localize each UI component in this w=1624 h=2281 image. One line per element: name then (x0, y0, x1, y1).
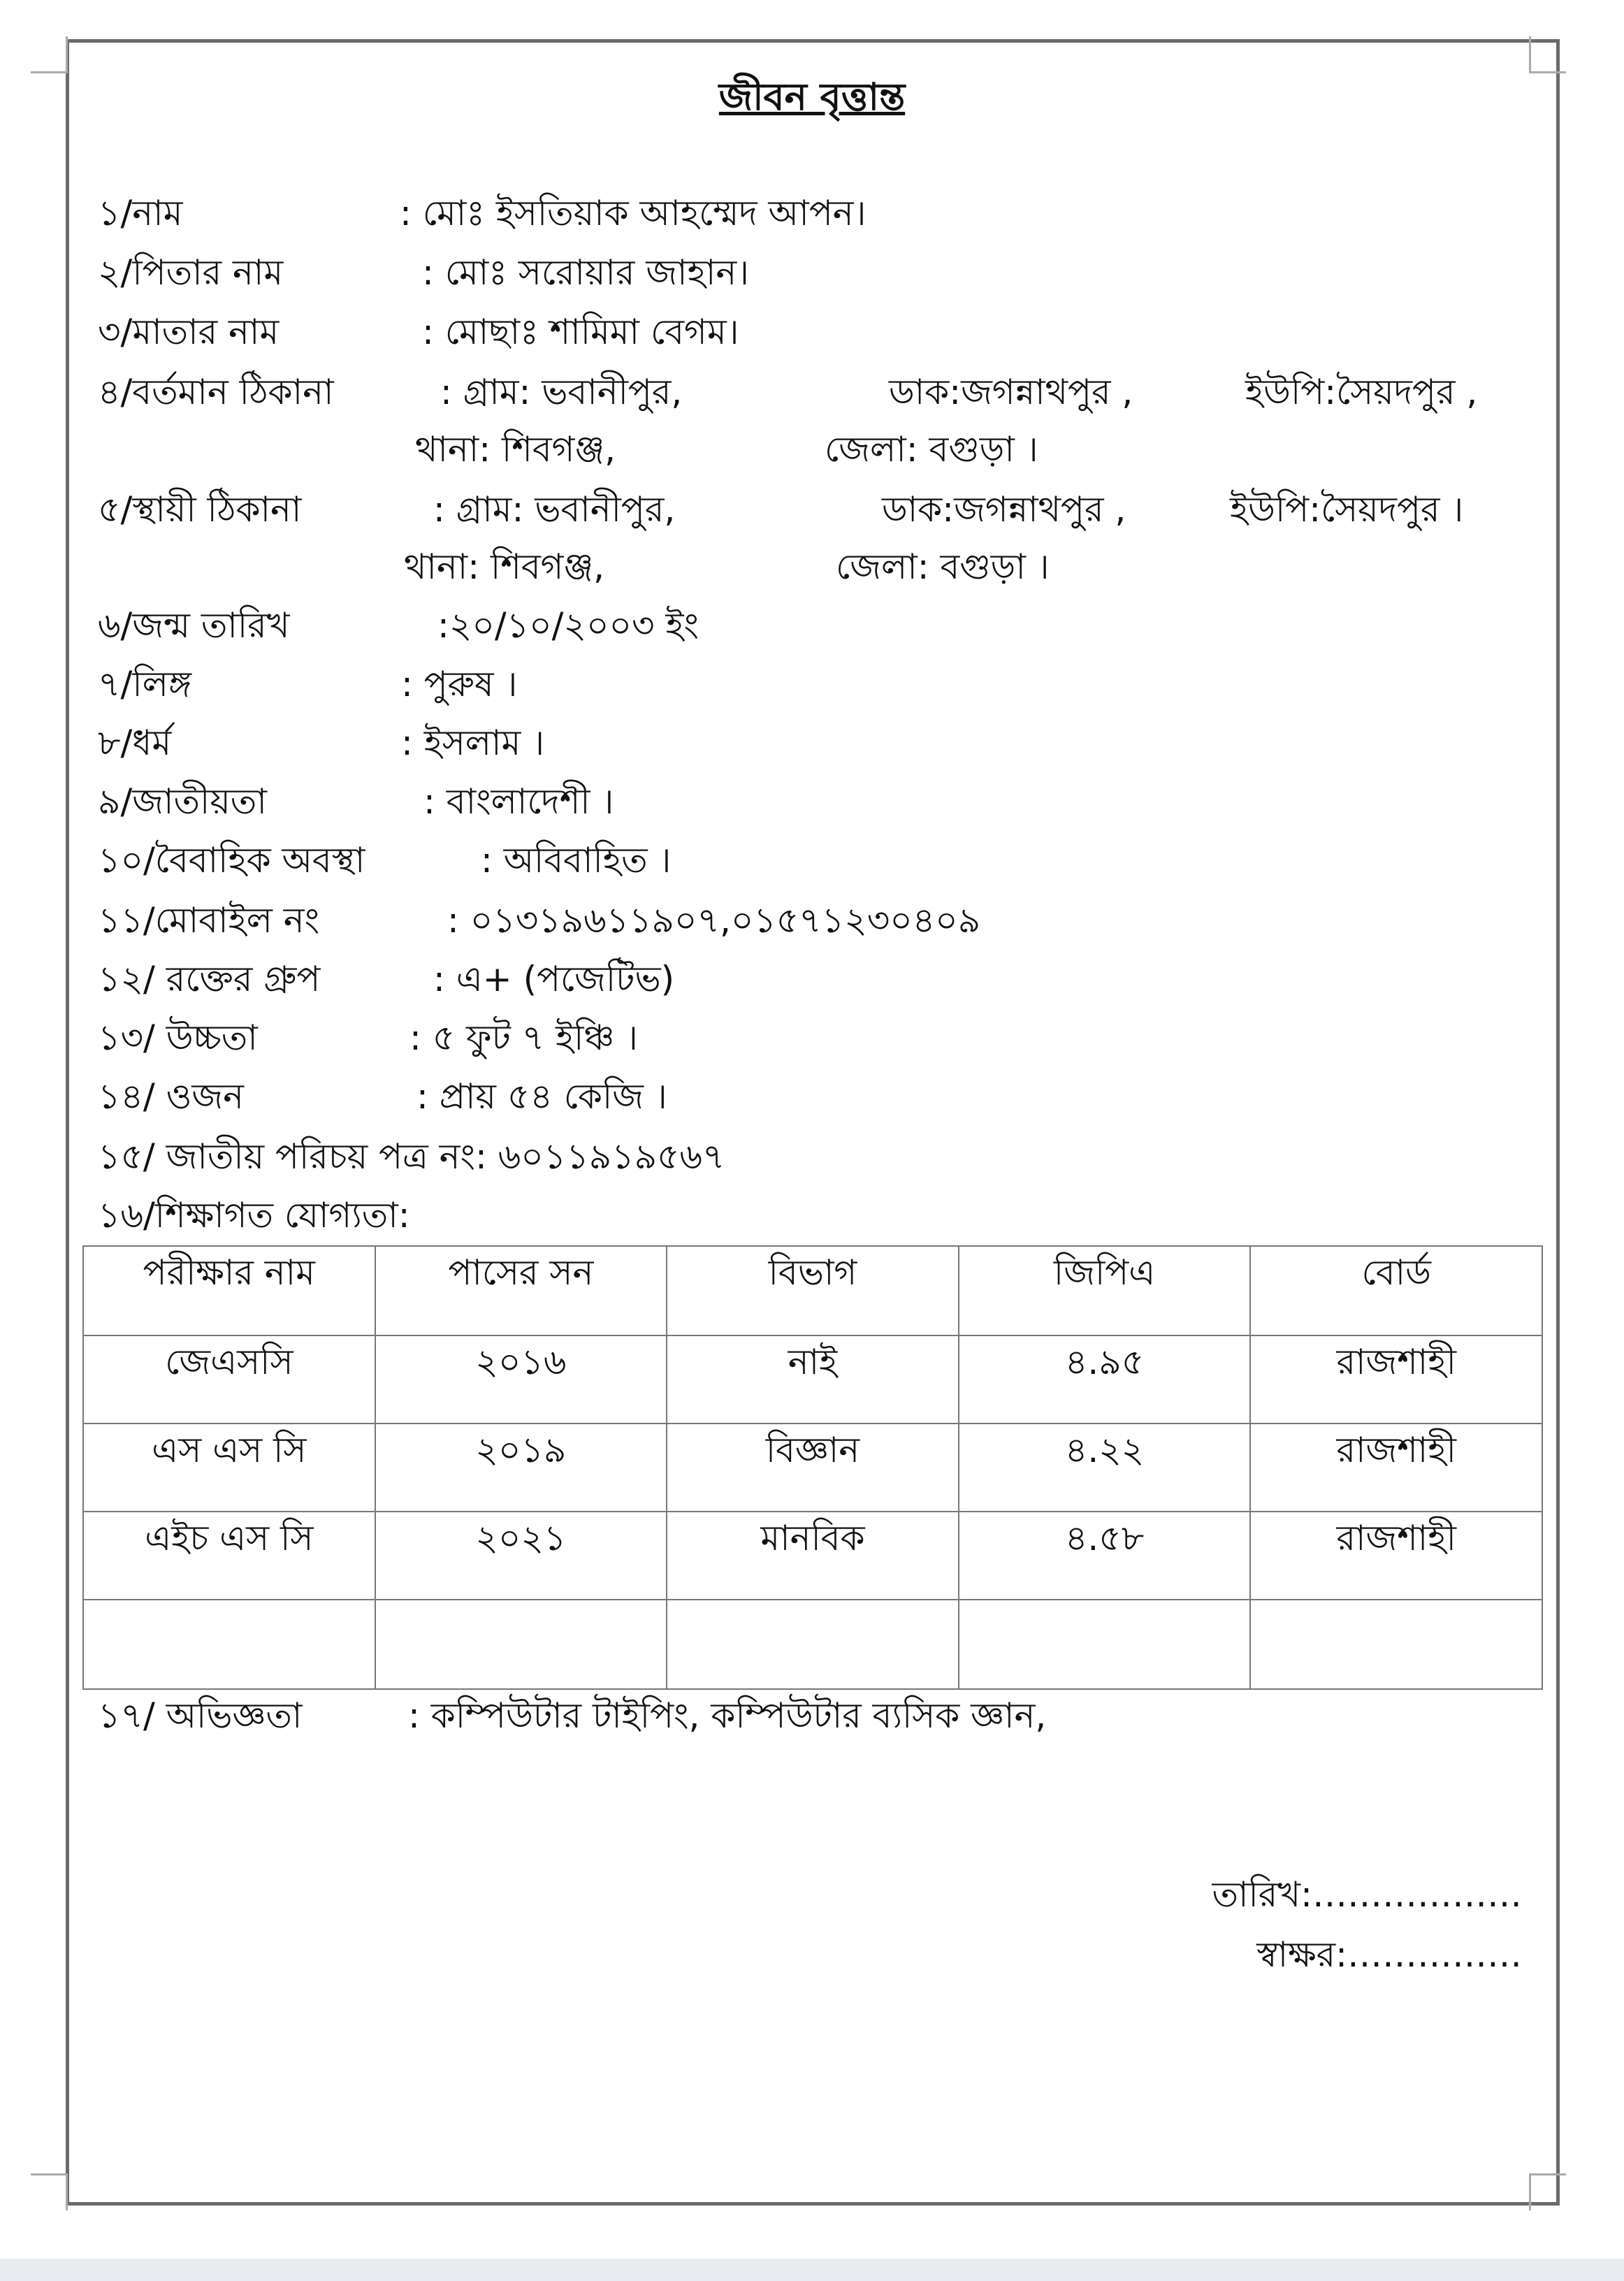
table-header-cell: জিপিএ (959, 1246, 1251, 1335)
table-header-cell: বোর্ড (1250, 1246, 1542, 1335)
field-value-present-district: জেলা: বগুড়া । (825, 429, 1038, 470)
field-value-present-thana: থানা: শিবগঞ্জ, (415, 429, 616, 470)
table-cell (667, 1600, 959, 1689)
field-value-permanent-post: ডাক:জগন্নাথপুর , (882, 489, 1126, 530)
table-cell: রাজশাহী (1250, 1512, 1542, 1600)
field-value-permanent-union: ইউপি:সৈয়দপুর । (1230, 489, 1464, 530)
corner-mark (31, 2173, 68, 2210)
table-header-cell: পাসের সন (375, 1246, 667, 1335)
field-label-name: ১/নাম (98, 193, 183, 233)
field-value-marital: : অবিবাহিত । (481, 840, 672, 881)
field-value-religion: : ইসলাম । (401, 723, 545, 763)
corner-mark (31, 36, 68, 73)
table-cell: ৪.৯৫ (959, 1335, 1251, 1424)
field-label-height: ১৩/ উচ্চতা (98, 1018, 258, 1058)
table-cell: এইচ এস সি (83, 1512, 375, 1600)
table-cell (83, 1600, 375, 1689)
field-label-birthdate: ৬/জন্ম তারিখ (98, 605, 290, 646)
field-value-name: : মোঃ ইসতিয়াক আহম্মেদ আপন। (400, 193, 867, 233)
field-label-permanent-address: ৫/স্থায়ী ঠিকানা (98, 489, 302, 530)
field-label-marital: ১০/বৈবাহিক অবস্থা (98, 840, 365, 881)
date-line: তারিখ:……………… (1212, 1874, 1522, 1915)
field-value-mother: : মোছাঃ শামিমা বেগম। (422, 312, 739, 352)
table-cell: বিজ্ঞান (667, 1424, 959, 1512)
field-label-nid: ১৫/ জাতীয় পরিচয় পত্র নং: ৬০১১৯১৯৫৬৭ (98, 1136, 725, 1177)
field-value-father: : মোঃ সরোয়ার জাহান। (422, 252, 750, 293)
table-header-cell: বিভাগ (667, 1246, 959, 1335)
corner-mark (1529, 36, 1566, 73)
signature-line: স্বাক্ষর:…………… (1256, 1934, 1522, 1975)
field-label-religion: ৮/ধর্ম (98, 723, 172, 763)
table-cell: ৪.৫৮ (959, 1512, 1251, 1600)
field-label-father: ২/পিতার নাম (98, 252, 284, 293)
field-value-experience: : কম্পিউটার টাইপিং, কম্পিউটার ব্যসিক জ্ঞান, (408, 1695, 1047, 1736)
field-value-height: : ৫ ফুট ৭ ইঞ্চি । (409, 1018, 638, 1058)
field-value-blood-group: : এ+ (পজেটিভ) (433, 959, 675, 999)
document-title: জীবন বৃত্তান্ত (718, 75, 906, 119)
table-cell (375, 1600, 667, 1689)
table-cell: রাজশাহী (1250, 1424, 1542, 1512)
field-value-present-village: : গ্রাম: ভবানীপুর, (440, 372, 683, 412)
table-cell (959, 1600, 1251, 1689)
table-cell: নাই (667, 1335, 959, 1424)
field-value-permanent-district: জেলা: বগুড়া । (836, 546, 1050, 587)
field-label-education: ১৬/শিক্ষাগত যোগ্যতা: (98, 1195, 410, 1236)
field-label-present-address: ৪/বর্তমান ঠিকানা (98, 372, 334, 412)
field-label-nationality: ৯/জাতীয়তা (98, 781, 267, 822)
field-value-present-post: ডাক:জগন্নাথপুর , (889, 372, 1133, 412)
table-row (83, 1512, 1542, 1600)
table-cell: ২০২১ (375, 1512, 667, 1600)
field-value-permanent-village: : গ্রাম: ভবানীপুর, (433, 489, 676, 530)
field-value-nationality: : বাংলাদেশী । (423, 781, 614, 822)
table-header-cell: পরীক্ষার নাম (83, 1246, 375, 1335)
table-cell: ৪.২২ (959, 1424, 1251, 1512)
field-label-weight: ১৪/ ওজন (98, 1076, 245, 1117)
table-cell: মানবিক (667, 1512, 959, 1600)
field-label-blood-group: ১২/ রক্তের গ্রুপ (98, 959, 321, 999)
field-label-mobile: ১১/মোবাইল নং (98, 900, 320, 941)
field-label-gender: ৭/লিঙ্গ (98, 664, 192, 704)
corner-mark (1529, 2173, 1566, 2210)
field-value-mobile: : ০১৩১৯৬১১৯০৭,০১৫৭১২৩০৪০৯ (447, 900, 981, 941)
bottom-bar (0, 2259, 1624, 2281)
table-row-empty (83, 1600, 1542, 1689)
field-label-mother: ৩/মাতার নাম (98, 312, 280, 352)
table-row (83, 1335, 1542, 1424)
education-table (82, 1245, 1543, 1690)
table-row (83, 1424, 1542, 1512)
table-cell: এস এস সি (83, 1424, 375, 1512)
table-header-row (83, 1246, 1542, 1335)
table-cell (1250, 1600, 1542, 1689)
field-value-weight: : প্রায় ৫৪ কেজি । (416, 1076, 667, 1117)
table-cell: ২০১৬ (375, 1335, 667, 1424)
table-cell: রাজশাহী (1250, 1335, 1542, 1424)
field-value-gender: : পুরুষ । (401, 664, 518, 704)
table-cell: ২০১৯ (375, 1424, 667, 1512)
field-value-birthdate: :২০/১০/২০০৩ ইং (437, 605, 699, 646)
table-cell: জেএসসি (83, 1335, 375, 1424)
field-value-permanent-thana: থানা: শিবগঞ্জ, (404, 546, 605, 587)
field-value-present-union: ইউপি:সৈয়দপুর , (1245, 372, 1478, 412)
field-label-experience: ১৭/ অভিজ্ঞতা (98, 1695, 303, 1736)
